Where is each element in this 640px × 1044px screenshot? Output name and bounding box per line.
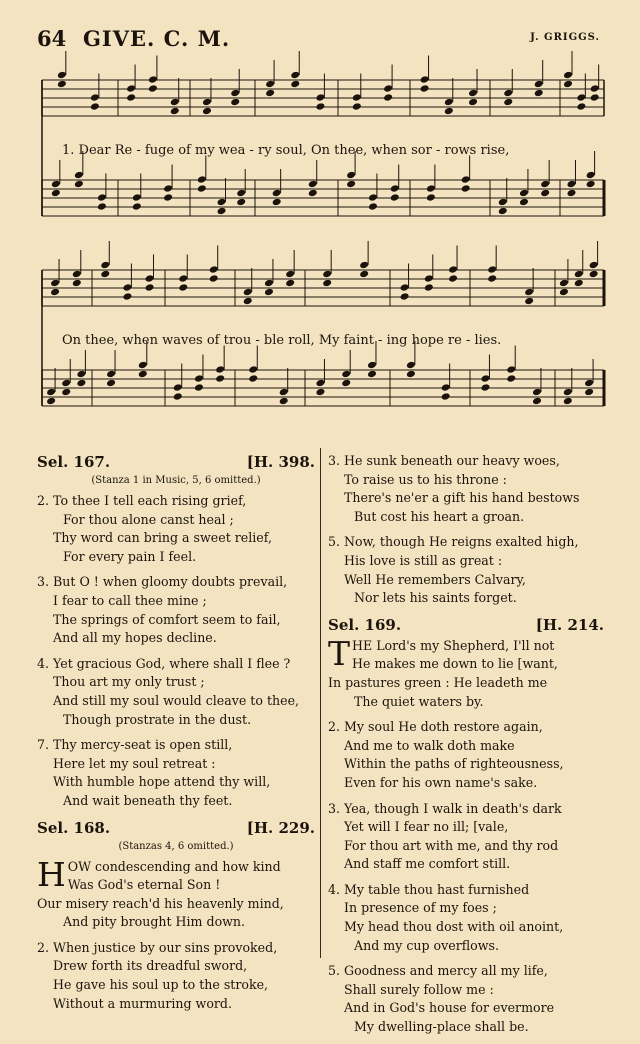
verse-line: Thy word can bring a sweet relief,	[53, 530, 272, 546]
note-head	[487, 265, 497, 274]
verse-line: With humble hope attend thy will,	[53, 774, 271, 790]
note-head	[148, 75, 158, 84]
verse-line: 3. Yea, though I walk in death's dark	[328, 800, 562, 816]
note-head	[315, 93, 325, 102]
note-head	[97, 202, 107, 211]
note-head	[132, 202, 142, 211]
verse-line: 4. My table thou hast furnished	[328, 881, 530, 897]
note-head	[194, 374, 204, 383]
verse-line: For thou art with me, and thy rod	[344, 837, 559, 853]
left-column	[37, 452, 315, 1020]
note-head	[173, 392, 183, 401]
verse-line: Within the paths of righteousness,	[344, 756, 564, 772]
note-head	[448, 274, 458, 283]
note-head	[559, 288, 569, 297]
note-head	[279, 388, 289, 397]
stanza	[328, 452, 604, 526]
note-head	[584, 379, 594, 388]
note-head	[90, 93, 100, 102]
note-head	[163, 193, 173, 202]
verse-line: The quiet waters by.	[354, 693, 484, 709]
verse-line: His love is still as great :	[344, 552, 503, 568]
verse-line: HE Lord's my Shepherd, I'll not	[352, 637, 555, 653]
note-head	[74, 171, 84, 180]
note-head	[178, 283, 188, 292]
note-head	[406, 361, 416, 370]
verse-line: In presence of my foes ;	[344, 900, 497, 916]
note-head	[487, 274, 497, 283]
note-head	[367, 361, 377, 370]
note-head	[122, 292, 132, 301]
note-head	[503, 98, 513, 107]
note-head	[498, 207, 508, 216]
note-head	[448, 265, 458, 274]
verse-line: Was God's eternal Son !	[67, 877, 221, 893]
stanza	[37, 854, 315, 932]
note-head	[217, 207, 227, 216]
stanza	[37, 736, 315, 810]
note-head	[400, 292, 410, 301]
verse-line: Though prostrate in the dust.	[63, 711, 252, 727]
note-head	[503, 89, 513, 98]
note-head	[534, 89, 544, 98]
hymn-reference: [H. 229.	[246, 818, 315, 837]
note-head	[217, 198, 227, 207]
note-head	[202, 107, 212, 116]
note-head	[72, 279, 82, 288]
note-head	[100, 261, 110, 270]
note-head	[106, 370, 116, 379]
verse-line: And my cup overflows.	[354, 937, 499, 953]
verse-line: To raise us to his throne :	[344, 471, 507, 487]
note-head	[122, 283, 132, 292]
note-head	[586, 180, 596, 189]
verse-line: 7. Thy mercy-seat is open still,	[37, 737, 233, 753]
note-head	[524, 288, 534, 297]
note-head	[236, 189, 246, 198]
note-head	[567, 189, 577, 198]
note-head	[163, 184, 173, 193]
note-head	[534, 80, 544, 89]
note-head	[138, 370, 148, 379]
verse-line: Nor lets his saints forget.	[354, 590, 517, 606]
note-head	[480, 383, 490, 392]
verse-line: For every pain I feel.	[63, 548, 197, 564]
verse-line: OW condescending and how kind	[67, 858, 281, 874]
note-head	[132, 193, 142, 202]
verse-line: Drew forth its dreadful sword,	[53, 958, 248, 974]
note-head	[346, 180, 356, 189]
note-head	[341, 370, 351, 379]
stanza	[328, 633, 604, 711]
verse-line: In pastures green : He leadeth me	[328, 674, 548, 690]
note-head	[148, 84, 158, 93]
note-head	[308, 189, 318, 198]
note-head	[426, 184, 436, 193]
note-head	[265, 80, 275, 89]
selection-heading	[328, 615, 604, 637]
note-head	[574, 270, 584, 279]
note-head	[170, 98, 180, 107]
note-head	[202, 98, 212, 107]
note-head	[563, 388, 573, 397]
verse-line: And still my soul would cleave to thee,	[53, 692, 300, 708]
note-head	[519, 198, 529, 207]
verse-line: Yet will I fear no ill; [vale,	[344, 819, 509, 835]
verse-line: Even for his own name's sake.	[344, 774, 538, 790]
note-head	[589, 261, 599, 270]
note-head	[126, 93, 136, 102]
note-head	[194, 383, 204, 392]
column-divider	[320, 448, 321, 958]
verse-line: And wait beneath thy feet.	[63, 792, 233, 808]
note-head	[97, 193, 107, 202]
note-head	[215, 365, 225, 374]
note-head	[352, 102, 362, 111]
note-head	[90, 102, 100, 111]
note-head	[61, 388, 71, 397]
verse-line: Thou art my only trust ;	[53, 674, 205, 690]
note-head	[346, 171, 356, 180]
note-head	[368, 202, 378, 211]
verse-line: But cost his heart a groan.	[354, 508, 525, 524]
note-head	[126, 84, 136, 93]
verse-line: 3. But O ! when gloomy doubts prevail,	[37, 574, 288, 590]
hymn-reference: [H. 214.	[535, 615, 604, 634]
verse-line: 4. Yet gracious God, where shall I flee ?	[37, 655, 291, 671]
verse-line: 5. Goodness and mercy all my life,	[328, 963, 548, 979]
verse-line: 2. When justice by our sins provoked,	[37, 939, 278, 955]
selection-heading	[37, 452, 315, 474]
note-head	[315, 388, 325, 397]
stanza	[328, 533, 604, 607]
note-head	[178, 274, 188, 283]
drop-cap: H	[37, 854, 66, 894]
lyrics-line-2: On thee, when waves of trou - ble roll, My faint - ing hope re - lies.	[62, 333, 502, 348]
note-head	[230, 89, 240, 98]
note-head	[51, 189, 61, 198]
note-head	[76, 370, 86, 379]
note-head	[444, 98, 454, 107]
note-head	[248, 365, 258, 374]
note-head	[243, 288, 253, 297]
note-head	[390, 193, 400, 202]
note-head	[50, 279, 60, 288]
verse-line: 2. My soul He doth restore again,	[328, 719, 543, 735]
verse-line: I fear to call thee mine ;	[53, 592, 207, 608]
note-head	[468, 89, 478, 98]
note-head	[248, 374, 258, 383]
note-head	[279, 397, 289, 406]
note-head	[230, 98, 240, 107]
stanza	[328, 962, 604, 1036]
note-head	[468, 98, 478, 107]
note-head	[540, 180, 550, 189]
note-head	[197, 184, 207, 193]
note-head	[574, 279, 584, 288]
note-head	[290, 80, 300, 89]
note-head	[424, 274, 434, 283]
verse-line: There's ne'er a gift his hand bestows	[344, 490, 580, 506]
note-head	[209, 274, 219, 283]
verse-line: Here let my soul retreat :	[53, 755, 216, 771]
note-head	[359, 261, 369, 270]
stanza	[37, 573, 315, 647]
note-head	[506, 374, 516, 383]
note-head	[426, 193, 436, 202]
verse-line: 5. Now, though He reigns exalted high,	[328, 534, 579, 550]
verse-line: Well He remembers Calvary,	[344, 571, 526, 587]
selection-label: Sel. 167.	[37, 453, 111, 471]
note-head	[285, 270, 295, 279]
note-head	[540, 189, 550, 198]
note-head	[106, 379, 116, 388]
note-head	[498, 198, 508, 207]
note-head	[341, 379, 351, 388]
note-head	[352, 93, 362, 102]
drop-cap: T	[328, 633, 351, 673]
note-head	[46, 397, 56, 406]
note-head	[420, 84, 430, 93]
note-head	[264, 288, 274, 297]
note-head	[236, 198, 246, 207]
note-head	[420, 75, 430, 84]
lyrics-line-1: 1. Dear Re - fuge of my wea - ry soul, On thee, when sor - rows rise,	[62, 143, 510, 158]
note-head	[519, 189, 529, 198]
note-head	[46, 388, 56, 397]
note-head	[480, 374, 490, 383]
note-head	[559, 279, 569, 288]
verse-line: My head thou dost with oil anoint,	[344, 919, 564, 935]
note-head	[170, 107, 180, 116]
note-head	[563, 71, 573, 80]
note-head	[285, 279, 295, 288]
note-head	[441, 383, 451, 392]
verse-line: 3. He sunk beneath our heavy woes,	[328, 453, 560, 468]
note-head	[308, 180, 318, 189]
stanza	[328, 800, 604, 874]
verse-line: The springs of comfort seem to fail,	[53, 611, 281, 627]
note-head	[264, 279, 274, 288]
note-head	[383, 93, 393, 102]
note-head	[368, 193, 378, 202]
note-head	[100, 270, 110, 279]
verse-line: Our misery reach'd his heavenly mind,	[37, 895, 284, 911]
verse-line: And me to walk doth make	[344, 737, 515, 753]
verse-line: Without a murmuring word.	[53, 995, 232, 1011]
note-head	[563, 397, 573, 406]
note-head	[441, 392, 451, 401]
note-head	[584, 388, 594, 397]
note-head	[359, 270, 369, 279]
note-head	[444, 107, 454, 116]
note-head	[57, 71, 67, 80]
note-head	[173, 383, 183, 392]
note-head	[400, 283, 410, 292]
note-head	[532, 388, 542, 397]
note-head	[209, 265, 219, 274]
verse-line: And all my hopes decline.	[53, 630, 217, 646]
selection-heading	[37, 818, 315, 840]
verse-line: He gave his soul up to the stroke,	[53, 977, 269, 993]
stanza	[37, 939, 315, 1013]
note-head	[390, 184, 400, 193]
verse-line: For thou alone canst heal ;	[63, 511, 234, 527]
note-head	[524, 297, 534, 306]
note-head	[322, 279, 332, 288]
selection-label: Sel. 168.	[37, 818, 111, 837]
note-head	[424, 283, 434, 292]
verse-line: 2. To thee I tell each rising grief,	[37, 493, 247, 508]
note-head	[586, 171, 596, 180]
note-head	[590, 84, 600, 93]
selection-label: Sel. 169.	[328, 615, 402, 634]
stanza	[328, 881, 604, 955]
note-head	[215, 374, 225, 383]
note-head	[72, 270, 82, 279]
note-head	[563, 80, 573, 89]
note-head	[265, 89, 275, 98]
note-head	[576, 93, 586, 102]
stanza-note: (Stanzas 4, 6 omitted.)	[118, 840, 234, 852]
note-head	[315, 102, 325, 111]
note-head	[461, 175, 471, 184]
stanza	[37, 492, 315, 566]
note-head	[50, 288, 60, 297]
note-head	[197, 175, 207, 184]
note-head	[367, 370, 377, 379]
note-head	[506, 365, 516, 374]
note-head	[590, 93, 600, 102]
note-head	[138, 361, 148, 370]
note-head	[272, 189, 282, 198]
hymn-reference: [H. 398.	[246, 453, 315, 471]
note-head	[322, 270, 332, 279]
composer-credit: J. GRIGGS.	[530, 32, 600, 43]
note-head	[243, 297, 253, 306]
note-head	[461, 184, 471, 193]
note-head	[315, 379, 325, 388]
note-head	[74, 180, 84, 189]
note-head	[145, 274, 155, 283]
verse-line: My dwelling-place shall be.	[354, 1019, 529, 1035]
stanza-note: (Stanza 1 in Music, 5, 6 omitted.)	[91, 475, 261, 486]
note-head	[383, 84, 393, 93]
right-column	[328, 452, 604, 1044]
stanza	[37, 655, 315, 729]
note-head	[589, 270, 599, 279]
note-head	[51, 180, 61, 189]
note-head	[61, 379, 71, 388]
page-number: 64	[37, 26, 67, 51]
note-head	[57, 80, 67, 89]
stanza	[328, 718, 604, 792]
verse-line: He makes me down to lie [want,	[352, 656, 558, 672]
verse-line: Shall surely follow me :	[344, 981, 494, 997]
verse-line: And pity brought Him down.	[63, 914, 246, 930]
note-head	[567, 180, 577, 189]
verse-line: And in God's house for evermore	[344, 1000, 555, 1016]
music-score	[0, 0, 640, 430]
note-head	[532, 397, 542, 406]
note-head	[76, 379, 86, 388]
note-head	[406, 370, 416, 379]
note-head	[290, 71, 300, 80]
verse-line: And staff me comfort still.	[344, 856, 511, 872]
hymn-tune-title: GIVE. C. M.	[83, 26, 231, 51]
note-head	[576, 102, 586, 111]
note-head	[272, 198, 282, 207]
note-head	[145, 283, 155, 292]
